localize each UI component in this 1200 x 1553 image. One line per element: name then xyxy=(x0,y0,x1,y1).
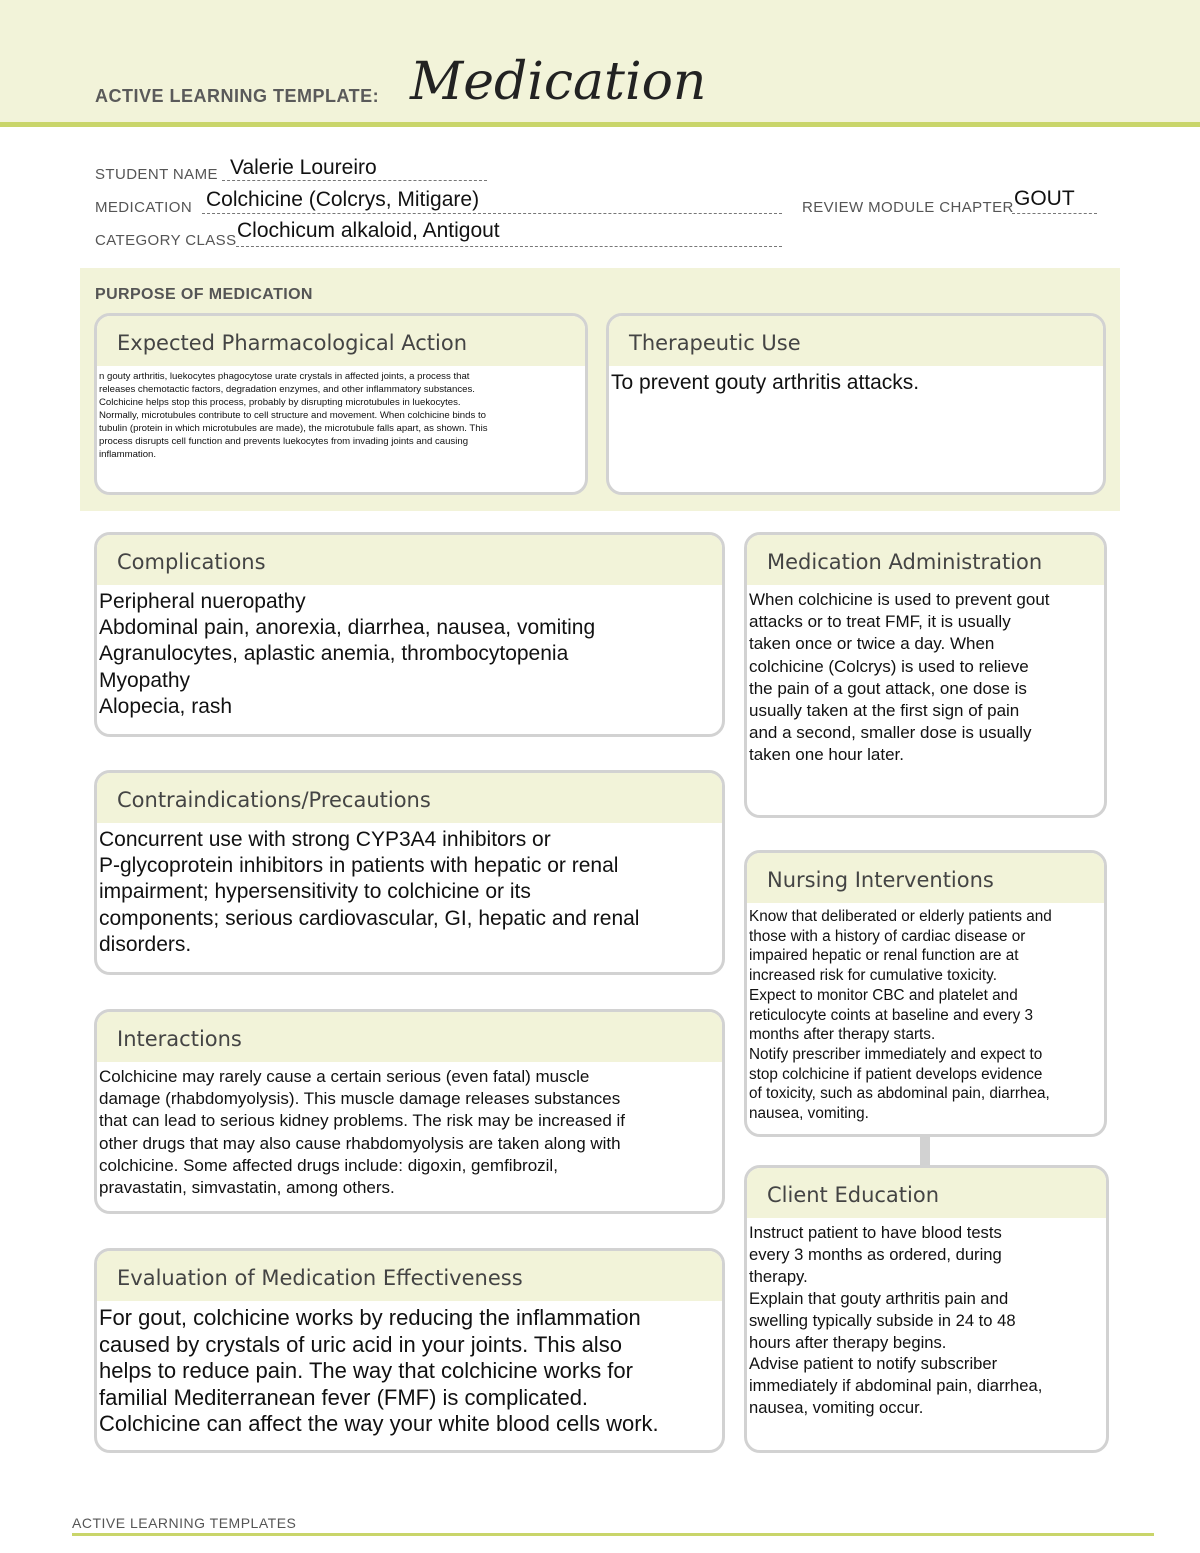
complications-card xyxy=(94,532,725,737)
evaluation-card xyxy=(94,1248,725,1453)
review-module-line xyxy=(1012,213,1097,214)
expected-action-title: Expected Pharmacological Action xyxy=(97,316,585,366)
therapeutic-use-title: Therapeutic Use xyxy=(609,316,1103,366)
student-name-line xyxy=(222,180,487,181)
contraindications-title: Contraindications/Precautions xyxy=(97,773,722,823)
student-name-field[interactable]: Valerie Loureiro xyxy=(230,156,377,179)
header-rule xyxy=(0,122,1200,127)
interactions-card xyxy=(94,1009,725,1214)
administration-text[interactable]: When colchicine is used to prevent gout attacks or to treat FMF, it is usually taken once or twice a day. When colchicine (Colcrys) is used to relieve the pain of a gout attack, one dose is usually taken at the first sign of pain and a second, smaller dose is usually taken one hour later. xyxy=(749,590,1050,765)
purpose-title: PURPOSE OF MEDICATION xyxy=(95,286,313,303)
evaluation-text[interactable]: For gout, colchicine works by reducing the inflammation caused by crystals of uric acid in your joints. This also helps to reduce pain. The way that colchicine works for familial Mediterranean fever (FMF) is complicated. Colchicine can affect the way your white blood cells work. xyxy=(99,1305,659,1436)
therapeutic-use-card xyxy=(606,313,1106,495)
review-module-label: REVIEW MODULE CHAPTER xyxy=(802,199,1014,216)
contraindications-text[interactable]: Concurrent use with strong CYP3A4 inhibitors or P-glycoprotein inhibitors in patients with hepatic or renal impairment; hypersensitivity to colchicine or its components; serious cardiovascular, GI, hepatic and renal disorders. xyxy=(99,828,640,956)
expected-action-card xyxy=(94,313,588,495)
client-education-card xyxy=(744,1165,1109,1453)
medication-line xyxy=(202,213,782,214)
complications-text[interactable]: Peripheral nueropathy Abdominal pain, anorexia, diarrhea, nausea, vomiting Agranulocytes, aplastic anemia, thrombocytopenia Myopathy Alopecia, rash xyxy=(99,590,596,718)
review-module-field[interactable]: GOUT xyxy=(1014,187,1075,210)
template-label: ACTIVE LEARNING TEMPLATE: xyxy=(95,86,380,106)
page-title: Medication xyxy=(410,52,707,112)
student-name-label: STUDENT NAME xyxy=(95,166,218,183)
client-education-text[interactable]: Instruct patient to have blood tests every 3 months as ordered, during therapy. Explain that gouty arthritis pain and swelling typically subside in 24 to 48 hours after therapy begins. Advise patient to notify subscriber immediately if abdominal pain, diarrhea, nausea, vomiting occur. xyxy=(749,1223,1043,1418)
interactions-text[interactable]: Colchicine may rarely cause a certain serious (even fatal) muscle damage (rhabdomyolysis). This muscle damage releases substances that can lead to serious kidney problems. The risk may be increased if other drugs that may also cause rhabdomyolysis are taken along with colchicine. Some affected drugs include: digoxin, gemfibrozil, pravastatin, simvastatin, among others. xyxy=(99,1067,626,1198)
complications-title: Complications xyxy=(97,535,722,585)
administration-card xyxy=(744,532,1107,818)
interactions-title: Interactions xyxy=(97,1012,722,1062)
nursing-interventions-text[interactable]: Know that deliberated or elderly patients and those with a history of cardiac disease or impaired hepatic or renal function are at increased risk for cumulative toxicity. Expect to monitor CBC and platelet and reticulocyte coints at baseline and every 3 months after therapy starts. Notify prescriber immediately and expect to stop colchicine if patient develops evidence of toxicity, such as abdominal pain, diarrhea, nausea, vomiting. xyxy=(749,908,1052,1123)
category-class-field[interactable]: Clochicum alkaloid, Antigout xyxy=(237,219,500,242)
therapeutic-use-text[interactable]: To prevent gouty arthritis attacks. xyxy=(611,371,920,394)
footer-rule xyxy=(72,1533,1154,1536)
category-class-line xyxy=(236,246,782,247)
footer-label: ACTIVE LEARNING TEMPLATES xyxy=(72,1515,297,1531)
medication-field[interactable]: Colchicine (Colcrys, Mitigare) xyxy=(206,188,480,211)
evaluation-title: Evaluation of Medication Effectiveness xyxy=(97,1251,722,1301)
contraindications-card xyxy=(94,770,725,975)
client-education-title: Client Education xyxy=(747,1168,1106,1218)
expected-action-text[interactable]: n gouty arthritis, luekocytes phagocytose urate crystals in affected joints, a process that releases chemotactic factors, degradation enzymes, and other inflammatory substances. Colchicine helps stop this process, probably by disrupting microtubules in luekocytes. Normally, microtubules contribute to cell structure and movement. When colchicine binds to tubulin (protein in which microtubules are made), the microtubule falls apart, as shown. This process disrupts cell function and prevents luekocytes from invading joints and causing inflammation. xyxy=(99,371,488,460)
medication-label: MEDICATION xyxy=(95,199,193,216)
card-connector xyxy=(920,1135,930,1165)
administration-title: Medication Administration xyxy=(747,535,1104,585)
nursing-interventions-title: Nursing Interventions xyxy=(747,853,1104,903)
nursing-interventions-card xyxy=(744,850,1107,1137)
category-class-label: CATEGORY CLASS xyxy=(95,232,237,249)
